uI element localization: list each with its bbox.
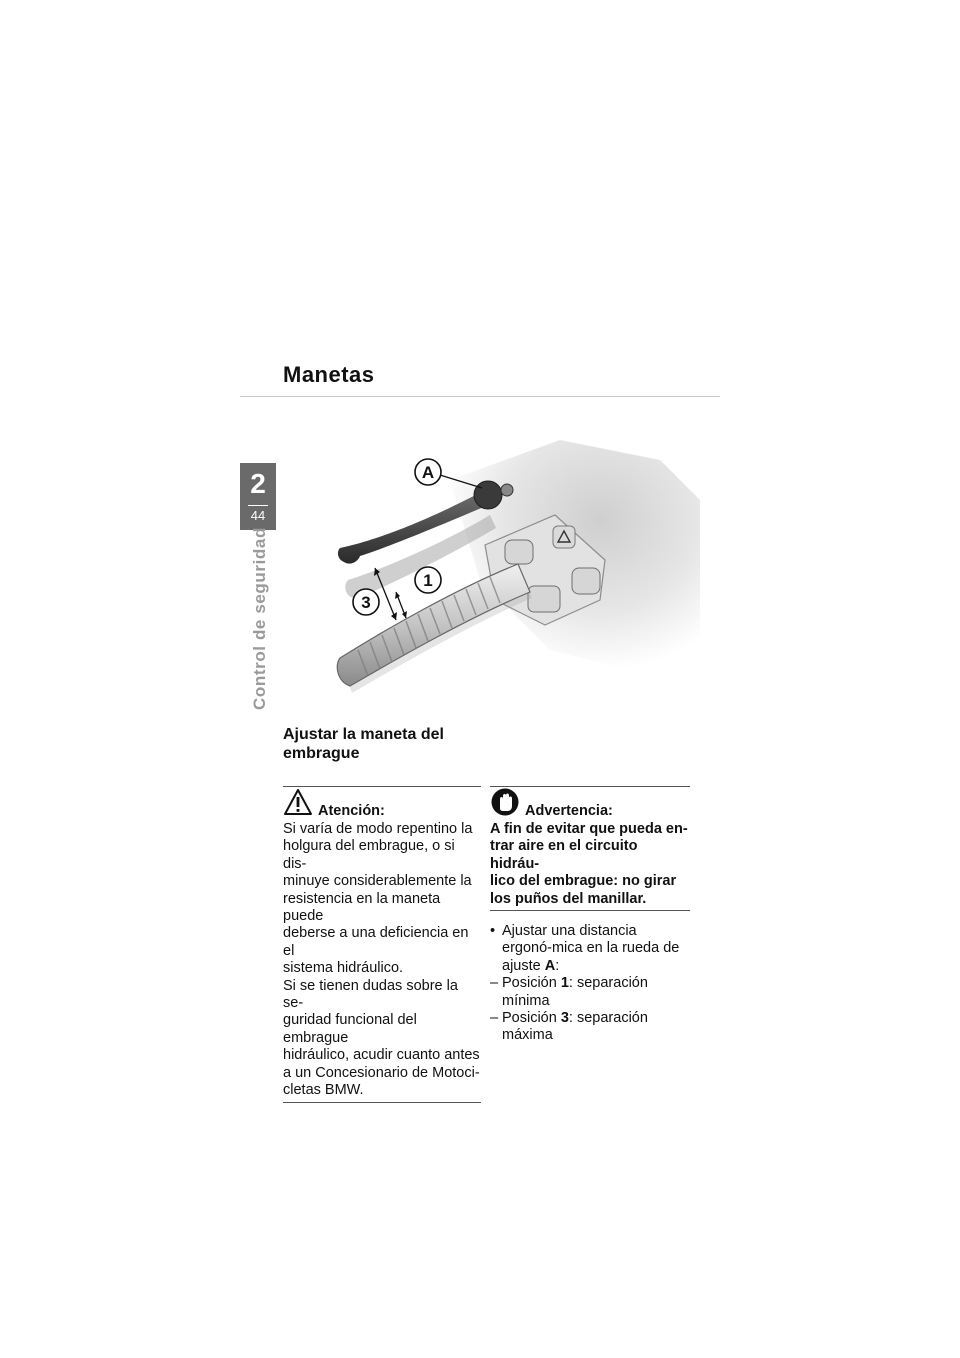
attention-line: Si se tienen dudas sobre la se- bbox=[283, 977, 458, 1012]
switch-button-upper bbox=[505, 540, 533, 564]
instruction-item bbox=[490, 1010, 690, 1045]
page-number: 44 bbox=[250, 508, 266, 523]
stop-hand-icon bbox=[490, 787, 520, 817]
attention-line: Si varía de modo repentino la bbox=[283, 821, 473, 837]
instruction-item bbox=[490, 975, 690, 1010]
instruction-text: Posición bbox=[502, 1010, 561, 1027]
instruction-bold: A bbox=[544, 957, 556, 974]
attention-line: minuye considerablemente la bbox=[283, 873, 472, 890]
attention-line: holgura del embrague, o si dis- bbox=[283, 838, 455, 872]
instruction-item bbox=[490, 923, 690, 975]
list-marker: – bbox=[490, 975, 499, 992]
attention-header bbox=[283, 787, 481, 821]
instruction-text: Ajustar una distancia ergonó-mica en la rueda de ajuste bbox=[502, 923, 680, 974]
title-divider bbox=[240, 396, 720, 397]
warning-line: los puños del manillar. bbox=[490, 890, 647, 907]
attention-line: sistema hidráulico. bbox=[283, 960, 404, 977]
attention-line: resistencia en la maneta puede bbox=[283, 890, 441, 925]
chapter-tab bbox=[240, 463, 276, 530]
attention-label: Atención: bbox=[318, 803, 385, 819]
instruction-text-end: : separación máxima bbox=[502, 1010, 648, 1044]
chapter-number: 2 bbox=[250, 468, 266, 499]
instruction-text: Posición bbox=[502, 975, 561, 992]
callout-label-3: 3 bbox=[361, 593, 371, 612]
note-bottom-rule bbox=[490, 910, 690, 911]
instruction-text-end: : bbox=[555, 957, 560, 974]
warning-label: Advertencia: bbox=[525, 803, 613, 819]
chapter-side-label: Control de seguridad bbox=[250, 527, 269, 710]
warning-line: lico del embrague: no girar bbox=[490, 873, 677, 890]
attention-line: hidráulico, acudir cuanto antes bbox=[283, 1047, 480, 1064]
attention-note bbox=[283, 786, 481, 1103]
chapter-tab-divider bbox=[248, 505, 268, 506]
attention-line: cletas BMW. bbox=[283, 1082, 364, 1099]
warning-triangle-icon bbox=[283, 787, 313, 817]
section-heading: Ajustar la maneta del embrague bbox=[283, 726, 444, 762]
horn-button bbox=[572, 568, 600, 594]
attention-line: a un Concesionario de Motoci- bbox=[283, 1064, 480, 1081]
page-title: Manetas bbox=[283, 362, 375, 387]
clutch-lever-illustration bbox=[300, 420, 700, 720]
callout-label-a: A bbox=[421, 463, 435, 482]
instruction-list bbox=[490, 923, 690, 1045]
instruction-bold: 3 bbox=[560, 1010, 569, 1027]
attention-text bbox=[283, 821, 481, 1100]
callout-label-1: 1 bbox=[423, 571, 433, 590]
instruction-text-end: : separación mínima bbox=[502, 975, 648, 1009]
warning-line: A fin de evitar que pueda en- bbox=[490, 821, 688, 837]
hazard-button bbox=[553, 526, 575, 548]
adjuster-wheel bbox=[474, 481, 502, 509]
attention-line: guridad funcional del embrague bbox=[283, 1012, 417, 1046]
pivot-bolt bbox=[501, 484, 513, 496]
list-marker: • bbox=[490, 923, 496, 940]
warning-line: trar aire en el circuito hidráu- bbox=[490, 838, 638, 872]
instruction-bold: 1 bbox=[560, 975, 569, 992]
note-bottom-rule bbox=[283, 1102, 481, 1103]
warning-text bbox=[490, 821, 690, 908]
warning-note bbox=[490, 786, 690, 1045]
warning-header bbox=[490, 787, 690, 821]
list-marker: – bbox=[490, 1010, 499, 1027]
attention-line: deberse a una deficiencia en el bbox=[283, 925, 469, 959]
switch-button-lower bbox=[528, 586, 560, 612]
